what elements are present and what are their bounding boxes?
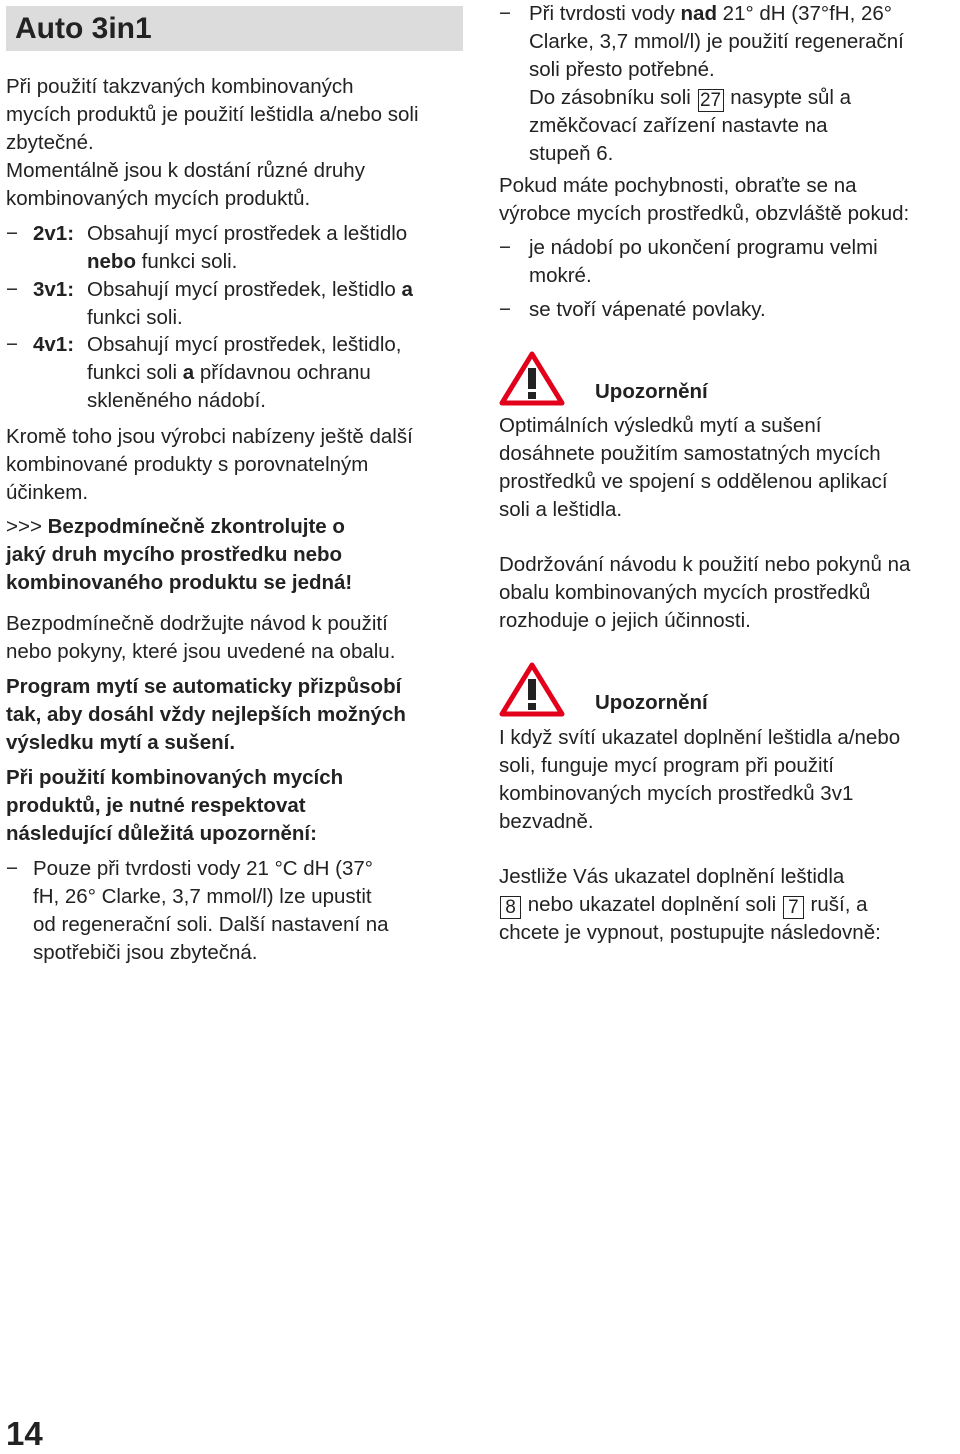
list-item: − 2v1: Obsahují mycí prostředek a leštidlo nebo funkci soli. [6, 222, 408, 273]
doubt-paragraph: Pokud máte pochybnosti, obraťte se na výrobce mycích prostředků, obzvláště pokud: [499, 174, 910, 225]
intro-paragraph: Při použití takzvaných kombinovaných mycích produktů je použití leštidla a/nebo soli zbytečné. Momentálně jsou k dostání různé druhy kombinovaných mycích produktů. [6, 75, 419, 210]
salt-container-reference: 27 [698, 89, 724, 112]
important-notes-heading: Při použití kombinovaných mycích produktů, je nutné respektovat následující důležitá upozornění: [6, 766, 344, 845]
warning-header [499, 661, 959, 717]
warning-text: Dodržování návodu k použití nebo pokynů na obalu kombinovaných mycích prostředků rozhoduje o jejich účinnosti. [499, 553, 911, 632]
salt-indicator-reference: 7 [783, 896, 804, 919]
check-instruction: >>> Bezpodmínečně zkontrolujte o jaký druh mycího prostředku nebo kombinovaného produktu se jedná! [6, 515, 353, 594]
section-title-bar [6, 6, 463, 51]
follow-instructions-paragraph: Bezpodmínečně dodržujte návod k použití nebo pokyny, které jsou uvedené na obalu. [6, 612, 396, 663]
page-number: 14 [6, 1415, 43, 1452]
warning-header [499, 350, 959, 406]
list-item: − Při tvrdosti vody nad 21° dH (37°fH, 26° Clarke, 3,7 mmol/l) je použití regenerační soli přesto potřebné. Do zásobníku soli 27 nasypte sůl a změkčovací zařízení nastavte na stupeň 6. [499, 2, 904, 165]
rinse-aid-indicator-reference: 8 [500, 896, 521, 919]
warning-triangle-icon [499, 350, 565, 406]
warning-text: Optimálních výsledků mytí a sušení dosáhnete použitím samostatných mycích prostředků ve spojení s oddělenou aplikací soli a leštidla. [499, 414, 888, 521]
section-title: Auto 3in1 [15, 12, 152, 45]
list-item: − 4v1: Obsahují mycí prostředek, leštidlo, funkci soli a přídavnou ochranu skleněného nádobí. [6, 333, 402, 412]
list-item: − 3v1: Obsahují mycí prostředek, leštidlo a funkci soli. [6, 278, 413, 329]
warning-title: Upozornění [595, 380, 708, 403]
warning-title: Upozornění [595, 691, 708, 714]
indicator-off-paragraph: Jestliže Vás ukazatel doplnění leštidla 8 nebo ukazatel doplnění soli 7 ruší, a chcete je vypnout, postupujte následovně: [499, 865, 881, 944]
list-item: − Pouze při tvrdosti vody 21 °C dH (37° fH, 26° Clarke, 3,7 mmol/l) lze upustit od regenerační soli. Další nastavení na spotřebiči jsou zbytečná. [6, 857, 389, 964]
program-paragraph: Program mytí se automaticky přizpůsobí tak, aby dosáhl vždy nejlepších možných výsledku mytí a sušení. [6, 675, 406, 754]
warning-text: I když svítí ukazatel doplnění leštidla a/nebo soli, funguje mycí program při použití kombinovaných mycích prostředků 3v1 bezvadně. [499, 726, 901, 833]
list-item: − se tvoří vápenaté povlaky. [499, 298, 766, 321]
list-item: − je nádobí po ukončení programu velmi mokré. [499, 236, 878, 287]
additional-products-paragraph: Kromě toho jsou výrobci nabízeny ještě další kombinované produkty s porovnatelným účinkem. [6, 425, 413, 504]
warning-triangle-icon [499, 661, 565, 717]
